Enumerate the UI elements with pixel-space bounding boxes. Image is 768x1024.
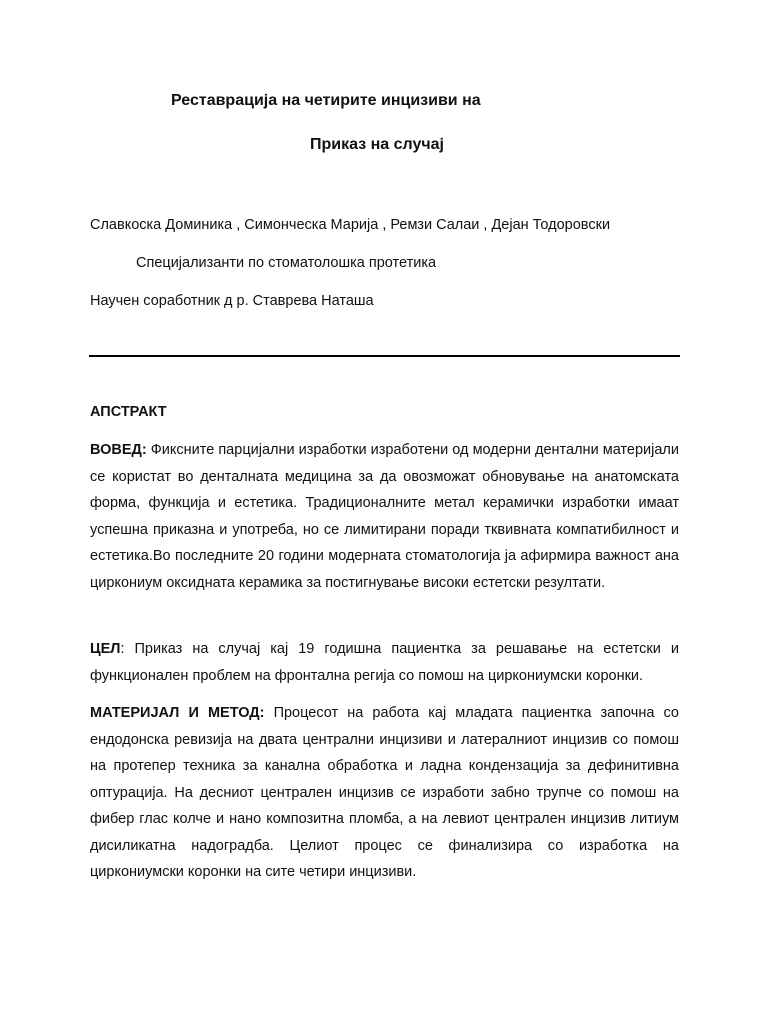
scientific-advisor: Научен соработник д р. Ставрева Наташа	[90, 293, 374, 309]
intro-text: Фиксните парцијални изработки изработени од модерни дентални материјали се користат во денталната медицина за да овозможат обновување на анатомската форма, функција и естетика. Традиционалните метал керамички изработки имаат успешна приказна и употреба, но се лимитирани поради тквивната компатибилност и естетика.Во последните 20 години модерната стоматологија ја афирмира важност ана циркониум оксидната керамика за постигнување високи естетски резултати.	[90, 442, 679, 591]
author-list: Славкоска Доминика , Симонческа Марија , Ремзи Салаи , Дејан Тодоровски	[90, 217, 611, 233]
intro-label: ВОВЕД:	[90, 442, 147, 458]
method-label: МАТЕРИЈАЛ И МЕТОД:	[90, 705, 265, 721]
method-text: Процесот на работа кај младата пациентка започна со ендодонска ревизија на двата централни инцизиви и латералниот инцизив со помош на протепер техника за канална обработка и ладна кондензација за дефинитивна оптурација. На десниот централен инцизив се изработи забно трупче со помош на фибер глас колче и нано композитна пломба, а на левиот централен инцизив литиум дисиликатна надоградба. Целиот процес се финализира со изработка на циркониумски коронки на сите четири инцизиви.	[90, 705, 679, 880]
author-affiliation: Специјализанти по стоматолошка протетика	[136, 255, 437, 271]
abstract-heading: АПСТРАКТ	[90, 404, 167, 420]
abstract-method-paragraph	[90, 700, 679, 886]
section-divider	[89, 355, 680, 357]
abstract-goal-paragraph	[90, 636, 679, 689]
goal-text: : Приказ на случај кај 19 годишна пациентка за решавање на естетски и функционален проблем на фронтална регија со помош на циркониумски коронки.	[90, 641, 679, 684]
goal-label: ЦЕЛ	[90, 641, 121, 657]
abstract-intro-paragraph	[90, 437, 679, 596]
document-subtitle: Приказ на случај	[310, 136, 444, 153]
document-title: Реставрација на четирите инцизиви на	[171, 92, 481, 109]
